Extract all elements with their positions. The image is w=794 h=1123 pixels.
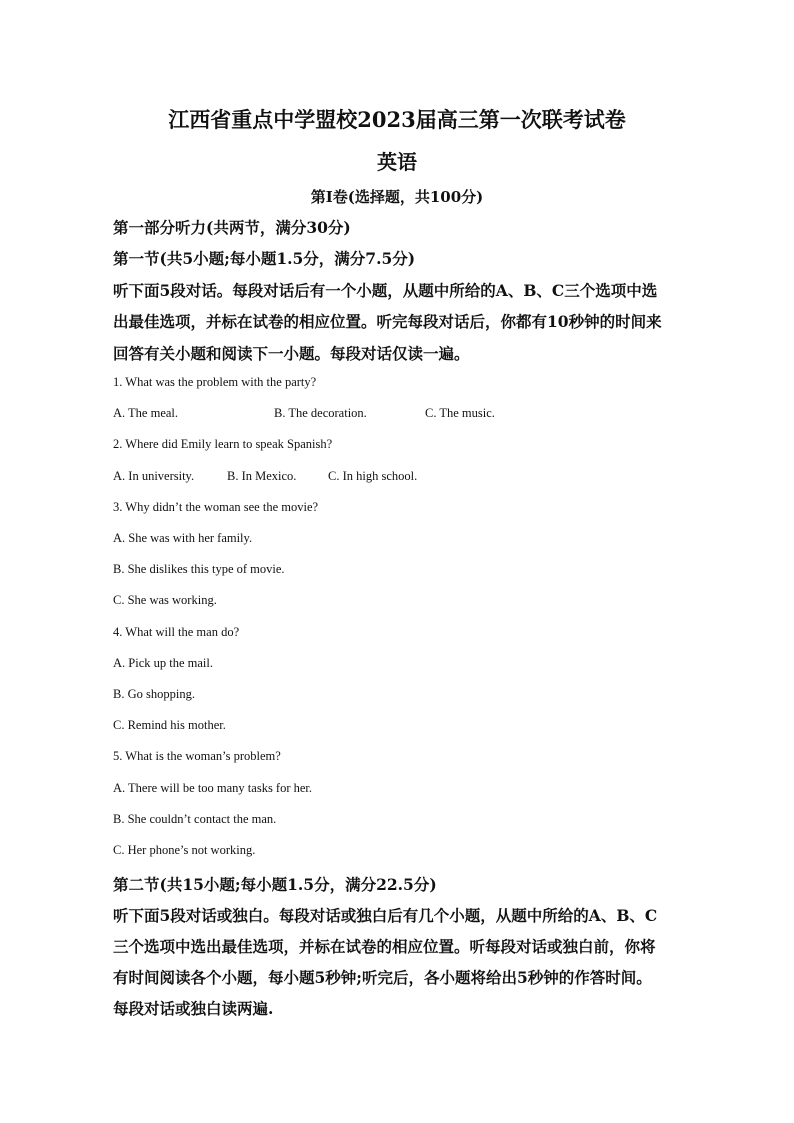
section1-instruction-line: 出最佳选项，并标在试卷的相应位置。听完每段对话后，你都有10秒钟的时间来 — [113, 312, 662, 331]
section1-instruction-line: 回答有关小题和阅读下一小题。每段对话仅读一遍。 — [113, 344, 470, 363]
q1-option-a: A. The meal. — [113, 406, 179, 420]
q4-option-b: B. Go shopping. — [113, 687, 195, 701]
exam-title: 江西省重点中学盟校2023届高三第一次联考试卷 — [168, 107, 626, 132]
part1-heading: 第一部分听力(共两节，满分30分) — [113, 218, 351, 237]
q5-option-c: C. Her phone’s not working. — [113, 843, 256, 857]
section2-instruction-line: 有时间阅读各个小题，每小题5秒钟;听完后，各小题将给出5秒钟的作答时间。 — [113, 968, 652, 987]
subject-title: 英语 — [377, 150, 417, 174]
question-4: 4. What will the man do? — [113, 625, 240, 639]
question-2: 2. Where did Emily learn to speak Spanish? — [113, 437, 333, 451]
q2-option-c: C. In high school. — [328, 469, 418, 483]
q4-option-c: C. Remind his mother. — [113, 718, 226, 732]
section1-heading: 第一节(共5小题;每小题1.5分，满分7.5分) — [113, 249, 416, 268]
section1-instruction-line: 听下面5段对话。每段对话后有一个小题，从题中所给的A、B、C三个选项中选 — [113, 281, 658, 300]
q2-option-a: A. In university. — [113, 469, 195, 483]
question-3: 3. Why didn’t the woman see the movie? — [113, 500, 319, 514]
q1-option-b: B. The decoration. — [274, 406, 367, 420]
q3-option-a: A. She was with her family. — [113, 531, 253, 545]
q5-option-a: A. There will be too many tasks for her. — [113, 781, 313, 795]
section2-instruction-line: 每段对话或独白读两遍. — [113, 999, 274, 1018]
q3-option-c: C. She was working. — [113, 593, 217, 607]
section2-instruction-line: 三个选项中选出最佳选项，并标在试卷的相应位置。听每段对话或独白前，你将 — [113, 937, 656, 956]
section2-instruction-line: 听下面5段对话或独白。每段对话或独白后有几个小题，从题中所给的A、B、C — [113, 906, 658, 925]
q1-option-c: C. The music. — [425, 406, 495, 420]
volume-title: 第I卷(选择题，共100分) — [310, 188, 484, 206]
q3-option-b: B. She dislikes this type of movie. — [113, 562, 285, 576]
question-1: 1. What was the problem with the party? — [113, 375, 317, 389]
q4-option-a: A. Pick up the mail. — [113, 656, 213, 670]
q5-option-b: B. She couldn’t contact the man. — [113, 812, 277, 826]
question-5: 5. What is the woman’s problem? — [113, 749, 281, 763]
section2-heading: 第二节(共15小题;每小题1.5分，满分22.5分) — [113, 875, 437, 894]
q2-option-b: B. In Mexico. — [227, 469, 297, 483]
